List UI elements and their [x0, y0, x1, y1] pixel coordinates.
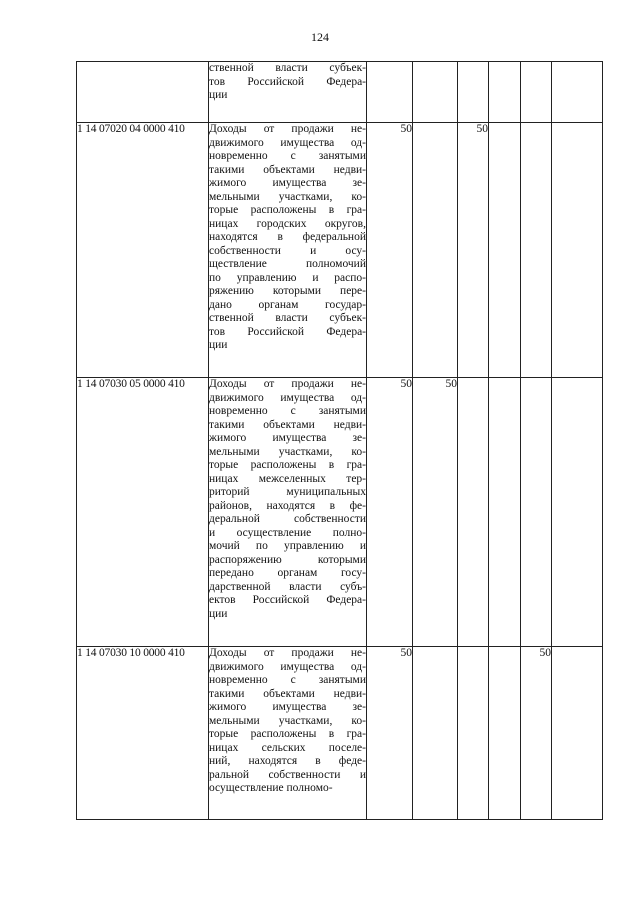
- rate-cell: [458, 62, 489, 123]
- description-line: торые расположены в гра-: [209, 204, 366, 216]
- description-line: мочий по управлению и: [209, 540, 366, 552]
- description-line: дарственной власти субъ-: [209, 580, 366, 593]
- rate-cell: 50: [367, 378, 413, 647]
- description-line: движимого имущества од-: [209, 136, 366, 149]
- rate-cell: [552, 123, 603, 378]
- rate-cell: 50: [413, 378, 458, 647]
- description-line: и осуществление полно-: [209, 526, 366, 539]
- description-line: ряжению которыми пере-: [209, 285, 366, 297]
- rate-cell: [413, 62, 458, 123]
- rate-cell: [552, 378, 603, 647]
- rate-cell: [489, 647, 521, 820]
- description-line: ницах городских округов,: [209, 217, 366, 230]
- description-line: мельными участками, ко-: [209, 190, 366, 203]
- rate-cell: [521, 62, 552, 123]
- rate-cell: [367, 62, 413, 123]
- table-row: [77, 378, 603, 647]
- description-line: ний, находятся в феде-: [209, 755, 366, 767]
- description-line: мельными участками, ко-: [209, 445, 366, 458]
- rate-cell: [521, 378, 552, 647]
- revenue-description-cell: [209, 62, 367, 123]
- rate-cell: 50: [367, 123, 413, 378]
- description-line: передано органам госу-: [209, 567, 366, 579]
- rate-cell: [552, 647, 603, 820]
- description-line: по управлению и распо-: [209, 271, 366, 284]
- description-line: распоряжению которыми: [209, 553, 366, 566]
- description-line: находятся в федеральной: [209, 231, 366, 243]
- revenue-description-cell: [209, 647, 367, 820]
- description-line: ственной власти субъек-: [209, 62, 366, 74]
- description-line: движимого имущества од-: [209, 660, 366, 673]
- budget-code-cell: 1 14 07020 04 0000 410: [77, 123, 209, 378]
- revenue-distribution-table: [76, 61, 603, 820]
- description-line: ции: [209, 607, 228, 620]
- rate-cell: [489, 378, 521, 647]
- rate-cell: [413, 647, 458, 820]
- description-line: жимого имущества зе-: [209, 432, 366, 444]
- revenue-description-cell: [209, 123, 367, 378]
- rate-cell: [521, 123, 552, 378]
- description-line: ществление полномочий: [209, 258, 366, 270]
- rate-cell: [489, 123, 521, 378]
- description-line: новременно с занятыми: [209, 150, 366, 162]
- description-line: риторий муниципальных: [209, 486, 366, 498]
- description-line: Доходы от продажи не-: [209, 378, 366, 390]
- description-line: такими объектами недви-: [209, 163, 366, 176]
- rate-cell: [458, 647, 489, 820]
- budget-code-cell: 1 14 07030 10 0000 410: [77, 647, 209, 820]
- description-line: новременно с занятыми: [209, 674, 366, 686]
- description-line: ральной собственности и: [209, 768, 366, 781]
- table-row: [77, 647, 603, 820]
- description-line: осуществление полномо-: [209, 782, 333, 794]
- description-line: Доходы от продажи не-: [209, 123, 366, 135]
- rate-cell: 50: [458, 123, 489, 378]
- rate-cell: 50: [367, 647, 413, 820]
- description-line: движимого имущества од-: [209, 391, 366, 404]
- rate-cell: [458, 378, 489, 647]
- rate-cell: [552, 62, 603, 123]
- description-line: такими объектами недви-: [209, 418, 366, 431]
- rate-cell: 50: [521, 647, 552, 820]
- description-line: торые расположены в гра-: [209, 728, 366, 740]
- description-line: Доходы от продажи не-: [209, 647, 366, 659]
- revenue-description-cell: [209, 378, 367, 647]
- description-line: ственной власти субъек-: [209, 312, 366, 324]
- description-line: ектов Российской Федера-: [209, 594, 366, 606]
- description-line: ницах сельских поселе-: [209, 741, 366, 754]
- description-line: ницах межселенных тер-: [209, 472, 366, 485]
- description-line: такими объектами недви-: [209, 687, 366, 700]
- description-line: деральной собственности: [209, 513, 366, 525]
- page-number: 124: [311, 30, 329, 44]
- description-line: тов Российской Федера-: [209, 75, 366, 88]
- description-line: районов, находятся в фе-: [209, 499, 366, 512]
- table-row: [77, 62, 603, 123]
- rate-cell: [489, 62, 521, 123]
- table-row: [77, 123, 603, 378]
- description-line: ции: [209, 339, 228, 351]
- description-line: жимого имущества зе-: [209, 177, 366, 189]
- description-line: собственности и осу-: [209, 244, 366, 257]
- description-line: дано органам государ-: [209, 298, 366, 311]
- description-line: тов Российской Федера-: [209, 325, 366, 338]
- description-line: новременно с занятыми: [209, 405, 366, 417]
- budget-code-cell: [77, 62, 209, 123]
- description-line: торые расположены в гра-: [209, 459, 366, 471]
- description-line: жимого имущества зе-: [209, 701, 366, 713]
- budget-code-cell: 1 14 07030 05 0000 410: [77, 378, 209, 647]
- description-line: мельными участками, ко-: [209, 714, 366, 727]
- description-line: ции: [209, 89, 228, 101]
- rate-cell: [413, 123, 458, 378]
